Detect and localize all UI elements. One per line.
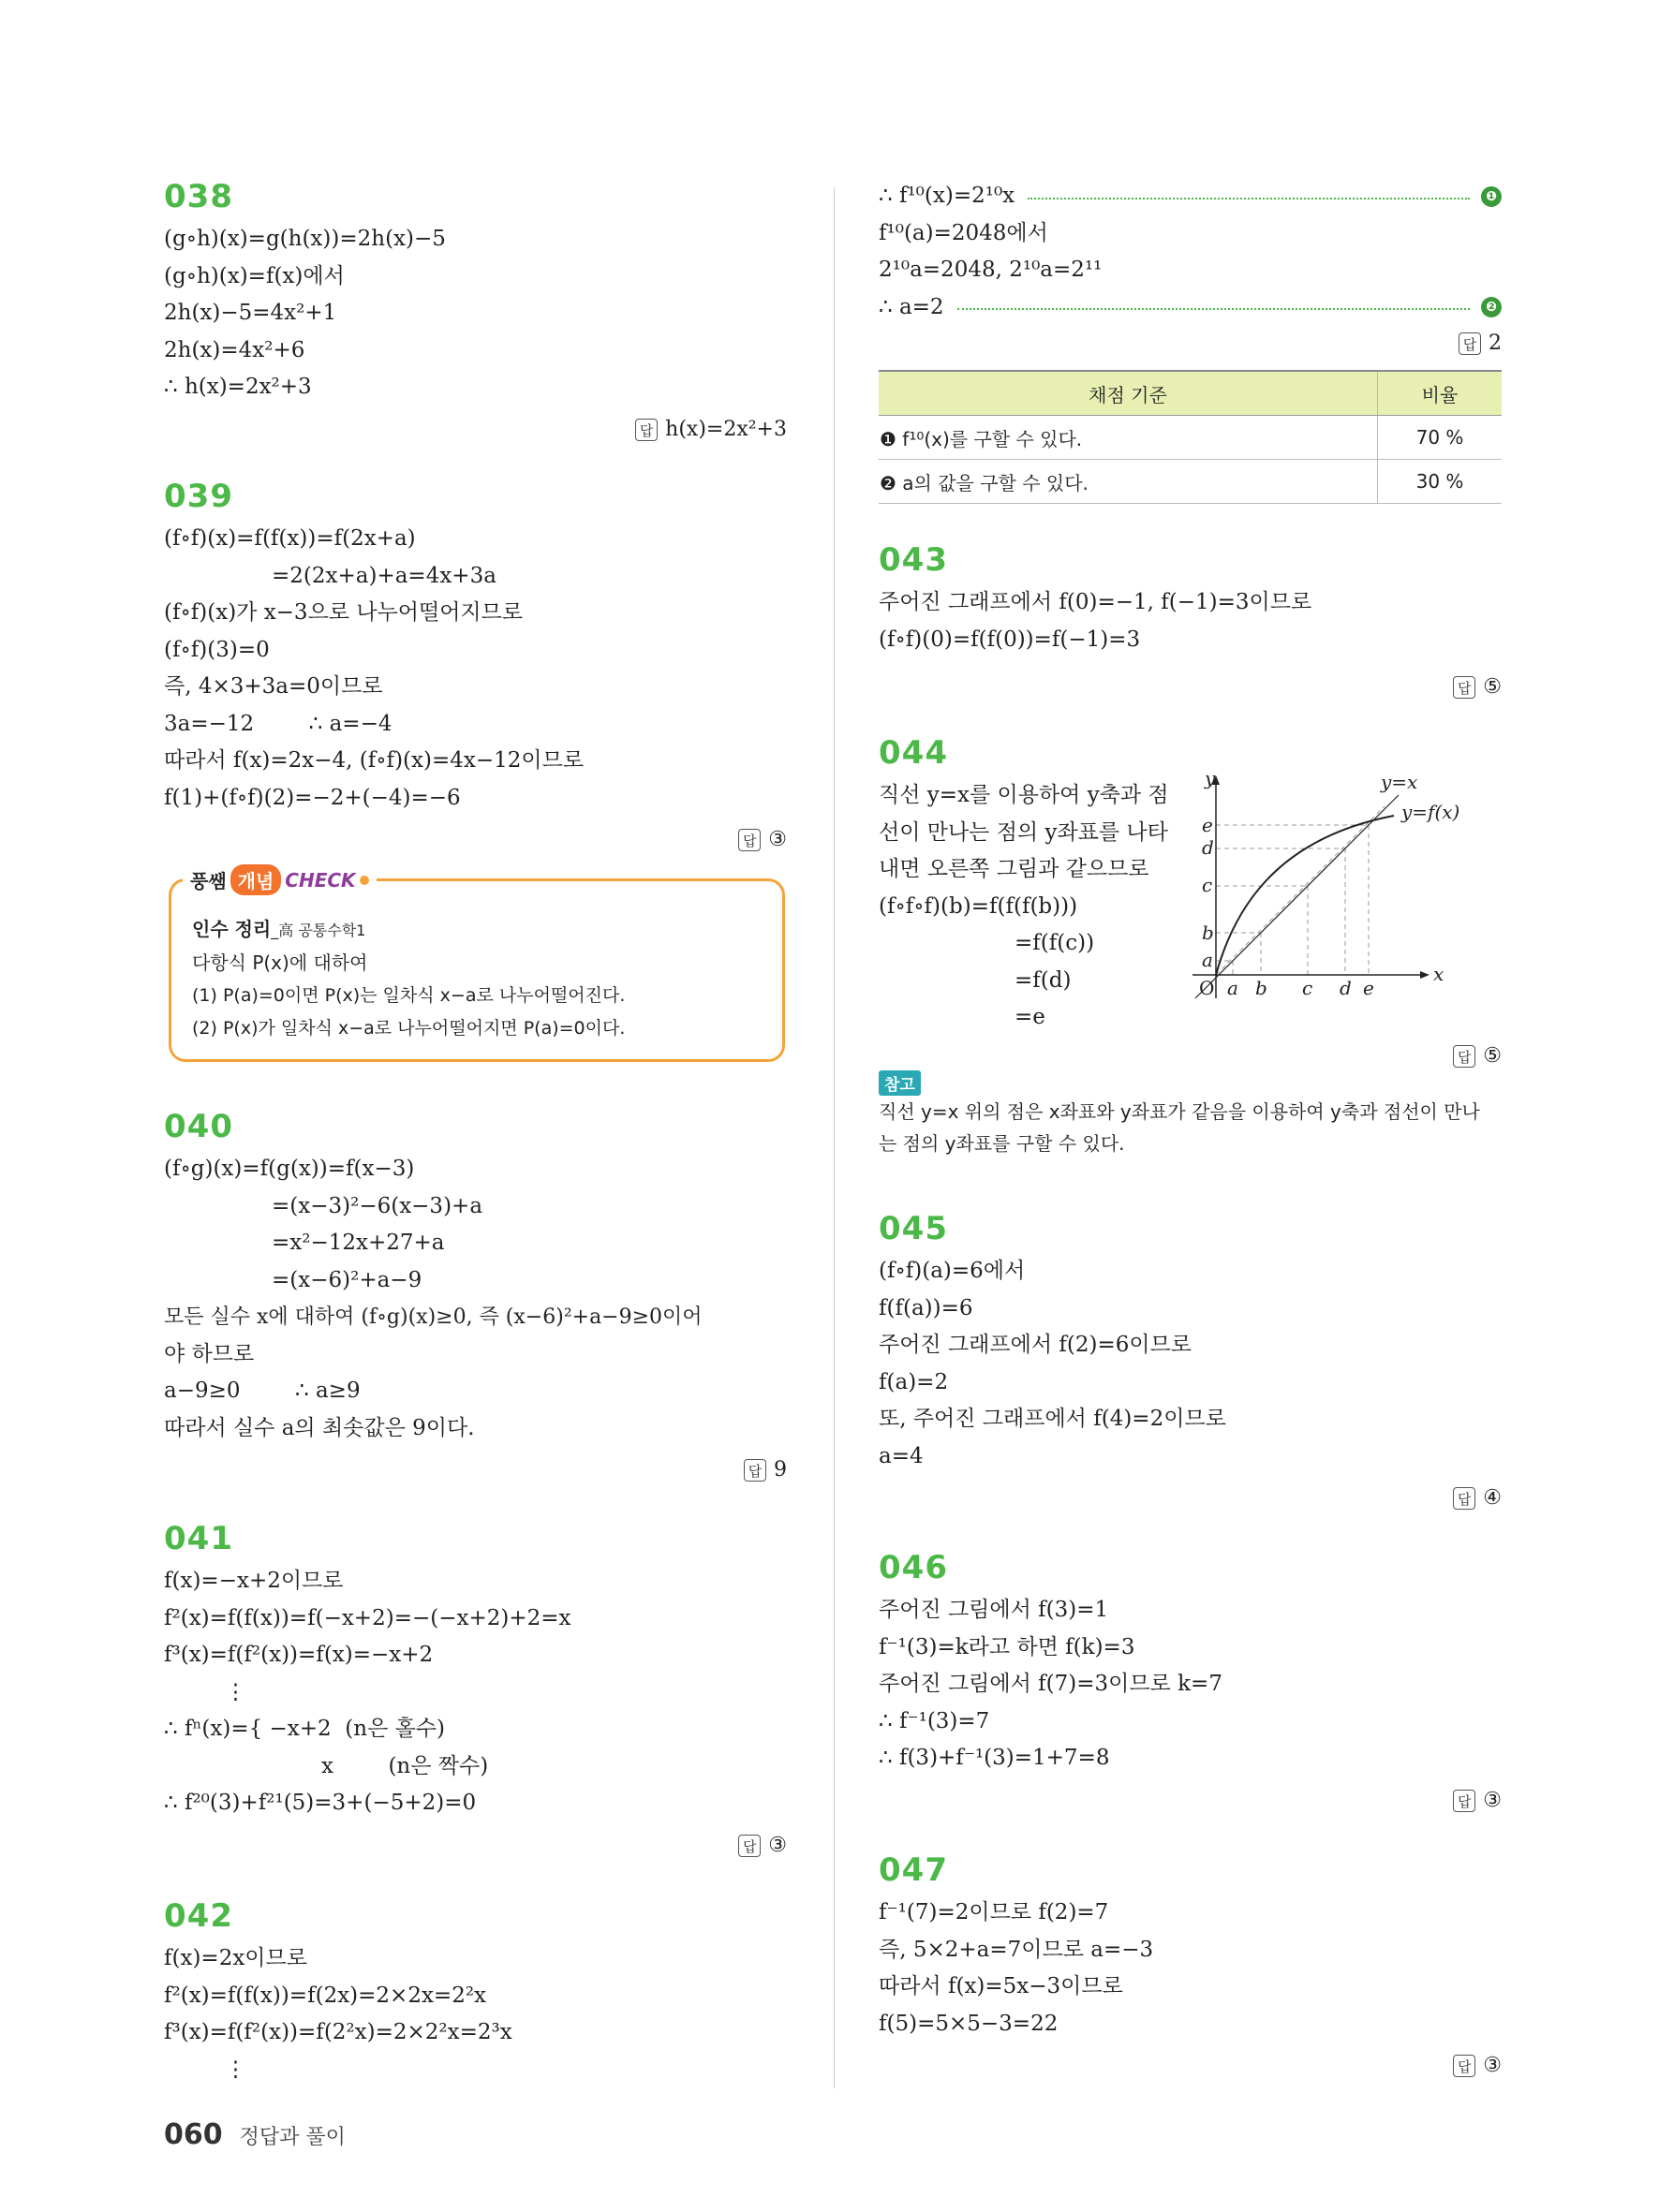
solution-line: 또, 주어진 그래프에서 f(4)=2이므로	[879, 1407, 1226, 1431]
solution-line: 주어진 그림에서 f(7)=3이므로 k=7	[879, 1672, 1222, 1696]
solution-line: ∴ f²⁰(3)+f²¹(5)=3+(−5+2)=0	[164, 1791, 477, 1815]
problem-042-continued	[879, 178, 1502, 361]
axis-label-y: y	[1205, 774, 1216, 789]
solution-line: 2h(x)−5=4x²+1	[164, 301, 337, 325]
solution-line	[879, 178, 1502, 215]
solution-line: (f∘f)(3)=0	[164, 637, 270, 662]
tick-label-b-y: b	[1202, 922, 1214, 944]
solution-line: ∴ fⁿ(x)={ −x+2 (n은 홀수)	[164, 1717, 446, 1741]
problem-041	[164, 1520, 787, 1864]
solution-line: f(1)+(f∘f)(2)=−2+(−4)=−6	[164, 785, 461, 810]
answer-value: ③	[1483, 2054, 1502, 2077]
solution-line: ⋮	[225, 2057, 246, 2082]
answer-value: h(x)=2x²+3	[665, 417, 787, 441]
answer-tag: 답	[744, 1459, 766, 1482]
solution-line: f⁻¹(7)=2이므로 f(2)=7	[879, 1900, 1109, 1924]
concept-check-title	[183, 864, 377, 895]
answer-value: ③	[768, 1833, 787, 1857]
answer-value: ⑤	[1483, 675, 1502, 699]
solution-line: =(x−6)²+a−9	[272, 1267, 422, 1292]
table-cell: ❷ a의 값을 구할 수 있다.	[879, 460, 1378, 504]
problem-039	[164, 478, 787, 858]
solution-line: ∴ f⁻¹(3)=7	[879, 1708, 990, 1733]
table-row	[879, 460, 1502, 504]
problem-number: 039	[164, 478, 233, 515]
solution-line: =e	[1015, 1005, 1045, 1029]
answer-value: ④	[1483, 1486, 1502, 1510]
solution-line: 따라서 실수 a의 최솟값은 9이다.	[164, 1415, 475, 1440]
tick-label-d-y: d	[1202, 836, 1214, 859]
answer-tag: 답	[1453, 1487, 1475, 1510]
concept-check-box	[169, 868, 785, 1062]
answer	[879, 1783, 1502, 1819]
answer-value: ⑤	[1483, 1043, 1502, 1068]
x-axis-arrow	[1420, 971, 1429, 979]
answer	[879, 1039, 1502, 1074]
solution-line: 2¹⁰a=2048, 2¹⁰a=2¹¹	[879, 258, 1103, 282]
solution-line: f⁻¹(3)=k라고 하면 f(k)=3	[879, 1634, 1135, 1659]
solution-line: (f∘f∘f)(b)=f(f(f(b)))	[879, 893, 1078, 919]
solution-line: f(a)=2	[879, 1369, 949, 1394]
solution-line: 직선 y=x를 이용하여 y축과 점	[879, 783, 1169, 807]
solution-line: 선이 만나는 점의 y좌표를 나타	[879, 819, 1168, 845]
solution-line: 주어진 그래프에서 f(2)=6이므로	[879, 1333, 1192, 1357]
solution-line: 즉, 5×2+a=7이므로 a=−3	[879, 1937, 1154, 1962]
answer-tag: 답	[1453, 1045, 1475, 1068]
problem-040	[164, 1108, 787, 1488]
solution-line: (g∘h)(x)=g(h(x))=2h(x)−5	[164, 227, 446, 251]
answer-value: 2	[1489, 332, 1502, 355]
answer	[879, 2048, 1502, 2084]
answer-value: 9	[774, 1458, 787, 1482]
problem-number: 042	[164, 1897, 233, 1935]
answer	[164, 412, 787, 448]
problem-number: 047	[879, 1851, 948, 1889]
problem-042	[164, 1897, 787, 2088]
concept-pill: 개념	[230, 864, 282, 895]
answer	[879, 670, 1502, 705]
answer-tag: 답	[1453, 1790, 1475, 1812]
answer	[164, 1453, 787, 1488]
solution-line: 주어진 그래프에서 f(0)=−1, f(−1)=3이므로	[879, 590, 1312, 614]
concept-line: 다항식 P(x)에 대하여	[192, 951, 368, 974]
solution-line: 2h(x)=4x²+6	[164, 337, 305, 362]
solution-line: f(x)=2x이므로	[164, 1946, 307, 1970]
table-header: 비율	[1378, 371, 1503, 416]
answer-tag: 답	[1453, 676, 1475, 699]
problem-number: 038	[164, 178, 233, 215]
problem-046	[879, 1549, 1502, 1819]
problem-044	[879, 734, 1502, 1159]
solution-line: f²(x)=f(f(x))=f(2x)=2×2x=2²x	[164, 1983, 487, 2008]
tick-label-e-y: e	[1202, 814, 1213, 836]
solution-line: 즉, 4×3+3a=0이므로	[164, 674, 383, 699]
solution-line: (f∘g)(x)=f(g(x))=f(x−3)	[164, 1157, 415, 1181]
problem-047	[879, 1851, 1502, 2084]
solution-line: ⋮	[225, 1679, 246, 1704]
solution-line: 내면 오른쪽 그림과 같으므로	[879, 857, 1149, 881]
page-footer	[164, 2118, 346, 2151]
solution-line: f¹⁰(a)=2048에서	[879, 220, 1048, 245]
step-mark-1: ❶	[1481, 186, 1502, 207]
solution-line: =f(f(c))	[1015, 931, 1095, 955]
solution-line: 따라서 f(x)=2x−4, (f∘f)(x)=4x−12이므로	[164, 748, 585, 773]
table-cell: 30 %	[1378, 460, 1503, 504]
solution-line: =x²−12x+27+a	[272, 1231, 445, 1255]
step-mark-2: ❷	[1481, 297, 1502, 317]
brand-label: 풍쌤	[190, 870, 227, 892]
label-y-equals-x: y=x	[1381, 774, 1418, 793]
answer-tag: 답	[738, 1835, 761, 1857]
solution-line: (f∘f)(x)=f(f(x))=f(2x+a)	[164, 526, 416, 551]
solution-line: x (n은 짝수)	[321, 1753, 489, 1778]
tick-label-e-x: e	[1363, 977, 1374, 999]
solution-line: 3a=−12 ∴ a=−4	[164, 711, 393, 736]
answer-tag: 답	[1453, 2055, 1475, 2077]
problem-number: 044	[879, 734, 948, 772]
answer	[879, 326, 1502, 361]
solution-line: 모든 실수 x에 대하여 (f∘g)(x)≥0, 즉 (x−6)²+a−9≥0이어	[164, 1305, 703, 1329]
solution-line: f²(x)=f(f(x))=f(−x+2)=−(−x+2)+2=x	[164, 1605, 571, 1630]
origin-label: O	[1199, 977, 1215, 999]
problem-number: 045	[879, 1210, 948, 1247]
solution-line: a−9≥0 ∴ a≥9	[164, 1379, 361, 1403]
guide-lines	[1216, 806, 1385, 975]
check-label: CHECK	[285, 868, 356, 892]
tick-label-c-y: c	[1202, 874, 1213, 896]
concept-subtitle: _高 공통수학1	[271, 922, 366, 939]
concept-title: 인수 정리	[192, 918, 272, 940]
problem-number: 046	[879, 1549, 948, 1586]
tick-label-a-x: a	[1227, 977, 1238, 999]
solution-line: f³(x)=f(f²(x))=f(x)=−x+2	[164, 1643, 434, 1667]
table-header: 채점 기준	[879, 371, 1378, 416]
answer	[164, 822, 787, 858]
dotted-leader	[1028, 198, 1470, 199]
concept-line: (2) P(x)가 일차식 x−a로 나누어떨어지면 P(a)=0이다.	[192, 1018, 626, 1039]
label-y-equals-fx: y=f(x)	[1401, 801, 1460, 823]
solution-line: =(x−3)²−6(x−3)+a	[272, 1193, 483, 1218]
problem-number: 043	[879, 541, 948, 579]
solution-text: ∴ f¹⁰(x)=2¹⁰x	[879, 184, 1015, 208]
concept-body	[171, 881, 782, 1045]
solution-text: ∴ a=2	[879, 294, 944, 319]
problem-number: 040	[164, 1108, 233, 1145]
concept-line: (1) P(a)=0이면 P(x)는 일차식 x−a로 나누어떨어진다.	[192, 985, 626, 1006]
answer-value: ③	[768, 828, 787, 851]
solution-line: a=4	[879, 1443, 924, 1468]
solution-line: ∴ f(3)+f⁻¹(3)=1+7=8	[879, 1746, 1110, 1770]
function-graph	[1188, 774, 1502, 1017]
solution-line: 따라서 f(x)=5x−3이므로	[879, 1974, 1123, 1998]
table-cell: ❶ f¹⁰(x)를 구할 수 있다.	[879, 416, 1378, 460]
solution-line: 주어진 그림에서 f(3)=1	[879, 1598, 1109, 1622]
answer	[164, 1828, 787, 1864]
tick-label-a-y: a	[1202, 949, 1213, 971]
tick-label-b-x: b	[1255, 977, 1267, 999]
answer-value: ③	[1483, 1788, 1502, 1812]
solution-line: (f∘f)(a)=6에서	[879, 1259, 1026, 1283]
problem-038	[164, 178, 787, 448]
grading-table	[879, 370, 1502, 504]
scoring-table	[879, 370, 1502, 504]
note-line: 직선 y=x 위의 점은 x좌표와 y좌표가 같음을 이용하여 y축과 점선이 만나	[879, 1099, 1480, 1123]
answer-tag: 답	[738, 829, 761, 851]
problem-045	[879, 1210, 1502, 1516]
footer-label: 정답과 풀이	[239, 2126, 346, 2149]
table-cell: 70 %	[1378, 416, 1503, 460]
solution-line: f³(x)=f(f²(x))=f(2²x)=2×2²x=2³x	[164, 2020, 512, 2044]
axis-label-x: x	[1433, 963, 1444, 985]
solution-line: (g∘h)(x)=f(x)에서	[164, 263, 345, 288]
column-divider	[834, 187, 835, 2088]
dot-icon	[360, 876, 369, 885]
solution-line: (f∘f)(0)=f(f(0))=f(−1)=3	[879, 627, 1141, 652]
line-y-equals-x	[1195, 795, 1399, 998]
note-tag: 참고	[879, 1070, 921, 1096]
solution-line: f(x)=−x+2이므로	[164, 1569, 344, 1593]
solution-line: =f(d)	[1015, 967, 1072, 993]
solution-line: ∴ h(x)=2x²+3	[164, 375, 312, 399]
answer-tag: 답	[635, 419, 658, 441]
problem-043	[879, 541, 1502, 705]
table-row	[879, 416, 1502, 460]
page-number: 060	[164, 2118, 223, 2151]
reference-note	[879, 1070, 1502, 1159]
solution-line: =2(2x+a)+a=4x+3a	[272, 563, 496, 588]
solution-line: 야 하므로	[164, 1341, 255, 1366]
note-line: 는 점의 y좌표를 구할 수 있다.	[879, 1131, 1125, 1155]
answer-tag: 답	[1459, 332, 1481, 355]
solution-line: f(5)=5×5−3=22	[879, 2011, 1059, 2036]
solution-line	[879, 289, 1502, 327]
solution-line: (f∘f)(x)가 x−3으로 나누어떨어지므로	[164, 600, 524, 625]
answer	[879, 1481, 1502, 1516]
dotted-leader	[957, 308, 1470, 310]
tick-label-c-x: c	[1302, 977, 1313, 999]
solution-line: f(f(a))=6	[879, 1295, 973, 1320]
tick-label-d-x: d	[1340, 977, 1352, 999]
problem-number: 041	[164, 1520, 233, 1557]
